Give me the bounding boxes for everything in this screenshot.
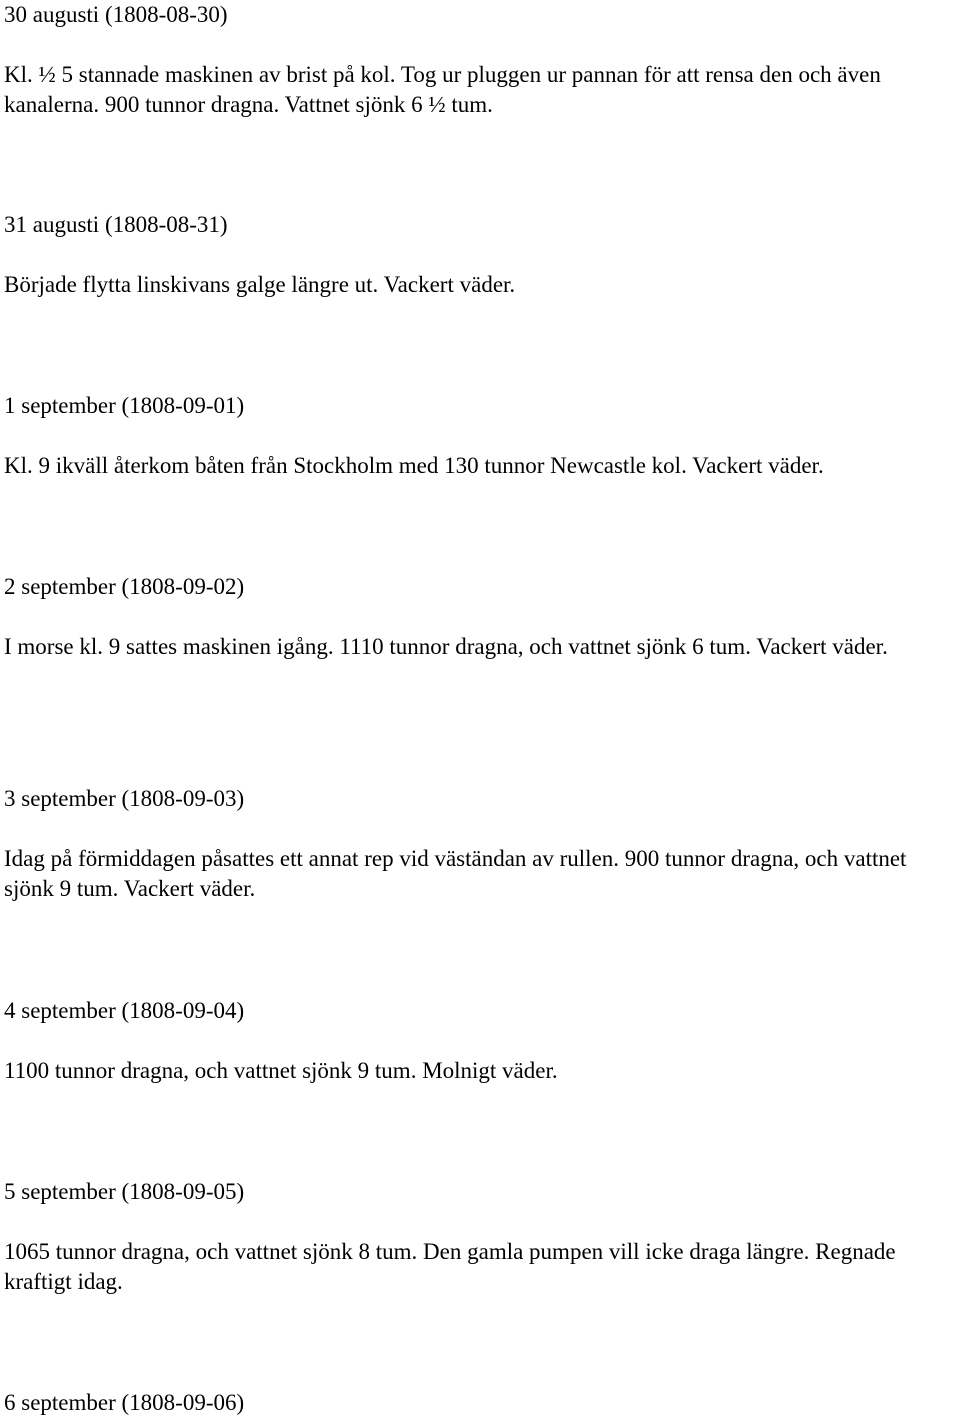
diary-entry-1808-09-01 [4, 391, 960, 481]
entry-date-heading: 30 augusti (1808-08-30) [4, 2, 228, 27]
entry-date-heading: 1 september (1808-09-01) [4, 393, 245, 418]
entry-date-heading: 4 september (1808-09-04) [4, 998, 245, 1023]
entry-date-heading: 2 september (1808-09-02) [4, 574, 245, 599]
entry-text: 1065 tunnor dragna, och vattnet sjönk 8 tum. Den gamla pumpen vill icke draga längre. Regnade kraftigt idag. [4, 1239, 896, 1294]
entry-date-heading: 31 augusti (1808-08-31) [4, 212, 228, 237]
entry-date-heading: 5 september (1808-09-05) [4, 1179, 245, 1204]
entry-date-heading: 6 september (1808-09-06) [4, 1390, 245, 1415]
diary-entry-1808-08-31 [4, 210, 960, 300]
entry-text: Kl. 9 ikväll återkom båten från Stockholm med 130 tunnor Newcastle kol. Vackert väder. [4, 453, 824, 478]
diary-entry-1808-09-03 [4, 784, 960, 904]
entry-text: I morse kl. 9 sattes maskinen igång. 1110 tunnor dragna, och vattnet sjönk 6 tum. Vackert väder. [4, 634, 888, 659]
entry-text: 1100 tunnor dragna, och vattnet sjönk 9 tum. Molnigt väder. [4, 1058, 558, 1083]
diary-entry-1808-08-30 [4, 0, 960, 120]
diary-entry-1808-09-04 [4, 996, 960, 1086]
entry-text: Kl. ½ 5 stannade maskinen av brist på kol. Tog ur pluggen ur pannan för att rensa den och även kanalerna. 900 tunnor dragna. Vattnet sjönk 6 ½ tum. [4, 62, 881, 117]
diary-entry-1808-09-05 [4, 1177, 960, 1297]
entry-text: Började flytta linskivans galge längre ut. Vackert väder. [4, 272, 516, 297]
entry-text: Idag på förmiddagen påsattes ett annat rep vid väständan av rullen. 900 tunnor dragna, och vattnet sjönk 9 tum. Vackert väder. [4, 846, 907, 901]
diary-entry-1808-09-06 [4, 1388, 960, 1418]
diary-entry-1808-09-02 [4, 572, 960, 662]
entry-date-heading: 3 september (1808-09-03) [4, 786, 245, 811]
